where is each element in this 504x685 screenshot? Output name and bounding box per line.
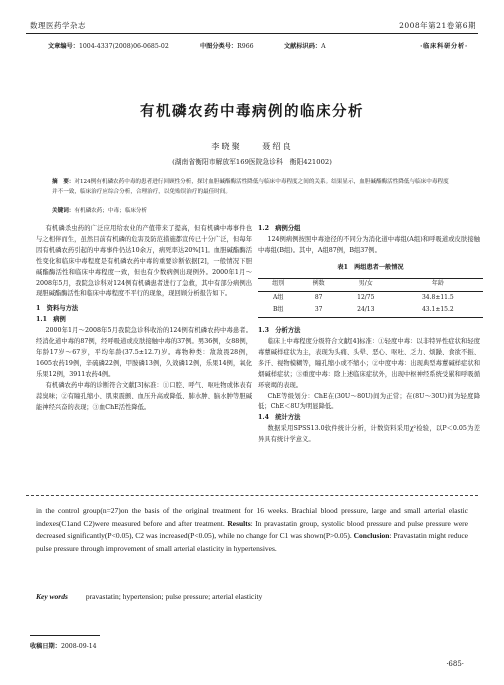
statistics-paragraph: 数据采用SPSS13.0软件统计分析，计数资料采用χ²检验，以P＜0.05为差异具有统计学意义。 [258, 425, 480, 444]
section-heading-1-4: 1.4 统计方法 [258, 414, 301, 422]
section-heading-1-3: 1.3 分析方法 [258, 327, 301, 335]
table-cell: 87 [314, 293, 323, 301]
keywords-text: 有机磷农药；中毒；临床分析 [74, 208, 148, 214]
article-number-label: 文章编号： [48, 43, 79, 50]
grading-paragraph: 临床上中毒程度分级符合文献[4]标准：①轻度中毒：以非特异性症状和轻度毒蕈碱样症状为主，表现为头痛、头晕、恶心、呕吐、乏力、烦躁、食欲不振、多汗、视物模糊等，瞳孔缩小或不缩小；②中度中毒：出现典型毒蕈碱样症状和烟碱样症状；③重度中毒：除上述临床症状外，出现中枢神经系统受累和呼吸循环衰竭的表现。 [258, 338, 480, 389]
cases-paragraph: 2000年1月～2008年5月我院急诊科收治的124例有机磷农药中毒患者。经消化道中毒的87例，经呼吸道或皮肤接触中毒的37例。男36例，女88例，年龄17岁～67岁，平均年龄(37.5±12.7)岁。毒物种类：敌敌畏28例，1605农药19例，辛硫磷22例，甲胺磷13例，久效磷12例，乐果14例，氧化乐果12例，3911农药4例。 [36, 327, 252, 378]
table-cell: B组 [273, 306, 284, 314]
received-value: 2008-09-14 [60, 643, 97, 650]
abstract-label: 摘 要： [52, 179, 75, 185]
clc-label: 中图分类号： [200, 43, 238, 50]
table-row [258, 292, 483, 305]
page-number: ·685· [446, 660, 464, 668]
clc-value: R966 [237, 43, 254, 50]
english-abstract-text-a: in the control group(n=27)on the basis of the original treatment for 16 weeks. Brachial blood pressure, large and small arterial elastic indexes(C1and C2)were measured before and after treatment. [36, 506, 468, 528]
affiliation: (湖南省衡阳市解放军169医院急诊科 衡阳421002) [172, 158, 332, 166]
table-cell: 24/13 [357, 306, 375, 314]
table-header-row [258, 278, 483, 292]
page-title: 有机磷农药中毒病例的临床分析 [140, 103, 364, 120]
header-rule [26, 33, 478, 34]
journal-name: 数理医药学杂志 [30, 21, 86, 30]
doc-code-value: A [321, 43, 326, 50]
clc-number [200, 41, 254, 50]
table-cell: 43.1±15.2 [421, 306, 454, 314]
table-header-cell: 组别 [272, 280, 285, 288]
abstract [52, 178, 452, 197]
english-keywords-label: Key words [36, 592, 68, 601]
doc-code-label: 文献标识码： [284, 43, 322, 50]
column-name: ·临床科研分析· [420, 43, 468, 50]
keywords-label: 关键词： [52, 208, 75, 214]
abstract-text: 对124例有机磷农药中毒的患者进行回顾性分析，探讨血胆碱酯酶活性降低与临床中毒程度之间的关系。结果显示，血胆碱酯酶活性降低与临床中毒程度并不一致，临床治疗应综合分析，合理治疗，以免贻误治疗的最佳时间。 [52, 179, 449, 195]
received-label: 收稿日期： [30, 643, 61, 650]
intro-paragraph: 有机磷杀虫药的广泛应用给农业的产值带来了提高，但有机磷中毒事件也与之相伴而生，虽然目前有机磷的危害及防范措施都宣传已十分广泛，但每年因有机磷农药引起的中毒事件仍达10余万，病死率达20%[1]。血胆碱酯酶活性变化和临床中毒程度是有机磷农药中毒的重要诊断依据[2]，一般情况下胆碱酯酶活性和临床中毒程度一致，但也有少数病例出现例外。2000年1月～2008年5月，我院急诊科对124例有机磷患者进行了急救，其中有部分病例出现胆碱酯酶活性和临床中毒程度不平行的现象，现回顾分析报告如下。 [36, 225, 252, 298]
english-keywords-text: pravastatin; hypertension; pulse pressure; arterial elasticity [85, 592, 263, 601]
keywords [52, 206, 452, 214]
grouping-paragraph: 124例病例按照中毒途径的不同分为消化道中毒组(A组)和呼吸道或皮肤接触中毒组(B组)。其中，A组87例，B组37例。 [258, 235, 480, 254]
left-column [36, 224, 252, 413]
table-cell: 37 [314, 306, 323, 314]
che-paragraph: ChE等级划分：ChE在(30U～80U)间为正常；在(8U～30U)间为轻度降低；ChE＜8U为明显降低。 [258, 392, 480, 411]
english-abstract-text-b: : In pravastatin group, systolic blood pressure and pulse pressure were decreased significantly(P<0.05), C2 was increased(P<0.05), while no change for C1 was shown(P>0.05). [36, 518, 468, 541]
authors: 李晓聚 聂绍良 [211, 141, 293, 151]
english-keywords [36, 592, 262, 601]
section-heading-1: 1 资料与方法 [36, 305, 79, 313]
table-caption: 表1 两组患者一般情况 [337, 263, 404, 271]
footnote-rule [30, 635, 100, 636]
issue-info: 2008年第21卷第6期 [399, 21, 476, 30]
conclusion-label: Conclusion [353, 531, 390, 541]
table-cell: 12/75 [357, 293, 375, 301]
section-separator [26, 495, 478, 496]
article-number [48, 41, 169, 50]
table-header-cell: 例数 [312, 280, 325, 288]
table-cell: A组 [273, 293, 284, 301]
section-heading-1-2: 1.2 病例分组 [258, 225, 301, 232]
results-label: Results [227, 518, 251, 528]
section-heading-1-1: 1.1 病例 [36, 316, 66, 324]
doc-code [284, 41, 326, 50]
english-abstract [36, 505, 468, 555]
english-abstract-text-c: : Pravastatin might reduce pulse pressure through improvement of small arterial elasticity in hypertensives. [36, 531, 469, 553]
table-header-cell: 男/女 [358, 280, 373, 288]
table-row [258, 305, 483, 318]
right-column [258, 224, 480, 446]
received-date [30, 641, 97, 650]
article-number-value: 1004-4337(2008)06-0685-02 [78, 43, 169, 50]
table-1 [258, 278, 483, 319]
diagnosis-paragraph: 有机磷农药中毒的诊断符合文献[3]标准：①口腔、呼气、呕吐物或体表有蒜臭味；②有瞳孔缩小、肌束震颤、血压升高或降低、肺水肿、脑水肿等胆碱能神经兴奋的表现；③血ChE活性降低。 [36, 381, 252, 411]
table-cell: 34.8±11.5 [421, 293, 454, 301]
table-header-cell: 年龄 [431, 280, 444, 288]
